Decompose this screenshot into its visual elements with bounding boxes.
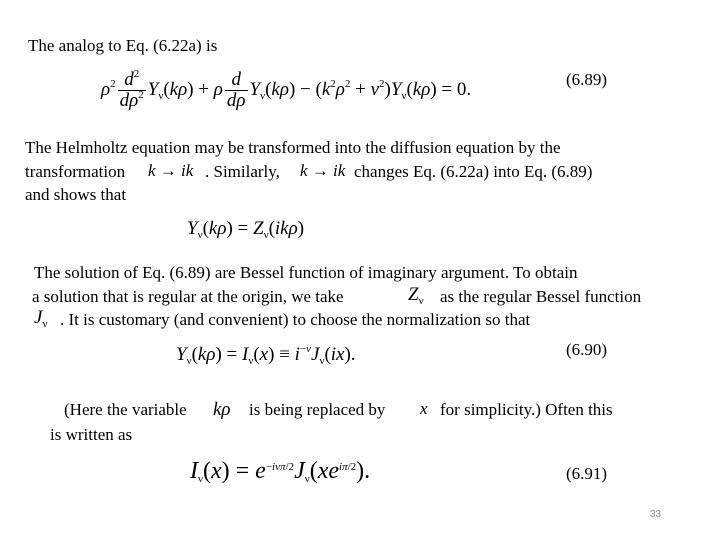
page-number: 33	[650, 509, 662, 520]
intro-text: The analog to Eq. (6.22a) is	[28, 36, 218, 55]
para4-line1-start: (Here the variable	[64, 400, 187, 419]
equation-6-90-number: (6.90)	[566, 340, 608, 359]
para3-line3: . It is customary (and convenient) to choose the normalization so that	[60, 310, 531, 329]
equation-6-90: $Y_\nu(k\rho) = I_\nu(x) \equiv i^{-\nu}J_\nu(ix)$.	[176, 343, 356, 367]
para2-line3: and shows that	[25, 185, 127, 204]
z-nu-symbol: $Z_\nu$	[408, 284, 424, 307]
para4-line2: is written as	[50, 425, 133, 444]
para4-line1-mid: is being replaced by	[249, 400, 386, 419]
para2-line2-start: transformation	[25, 162, 126, 181]
similarly-math: k → ik	[300, 161, 346, 180]
para4-line1-end: for simplicity.) Often this	[440, 400, 613, 419]
x-variable: x	[420, 399, 428, 418]
equation-y-z-relation: $Y_\nu(k\rho) = Z_\nu(ik\rho)$	[187, 218, 305, 241]
j-nu-symbol: $J_\nu$	[34, 307, 48, 330]
para3-line1: The solution of Eq. (6.89) are Bessel function of imaginary argument. To obtain	[34, 263, 578, 282]
equation-6-91: $I_\nu(x) = e^{-i\nu\pi/2}J_\nu(xe^{i\pi/2})$.	[190, 458, 371, 485]
equation-6-89-number: (6.89)	[566, 70, 608, 89]
para2-line2-mid: . Similarly,	[205, 162, 280, 181]
k-rho-variable: kρ	[213, 399, 231, 420]
equation-6-91-number: (6.91)	[566, 464, 608, 483]
equation-6-89: $\rho^2$ $\frac{d^2}{d\rho^2}$ $Y_\nu(k\rho) + \rho$ $\frac{d}{d\rho}$ $Y_\nu(k\rho) - (k^2\rho^2 + \nu^2)Y_\nu(k\rho) = 0$.	[101, 68, 472, 111]
para2-line1: The Helmholtz equation may be transformed into the diffusion equation by the	[25, 138, 561, 157]
para2-line2-end: changes Eq. (6.22a) into Eq. (6.89)	[354, 162, 593, 181]
para3-line2-end: as the regular Bessel function	[440, 287, 642, 306]
para3-line2-start: a solution that is regular at the origin, we take	[32, 287, 344, 306]
transformation-math: k → ik	[148, 161, 194, 180]
